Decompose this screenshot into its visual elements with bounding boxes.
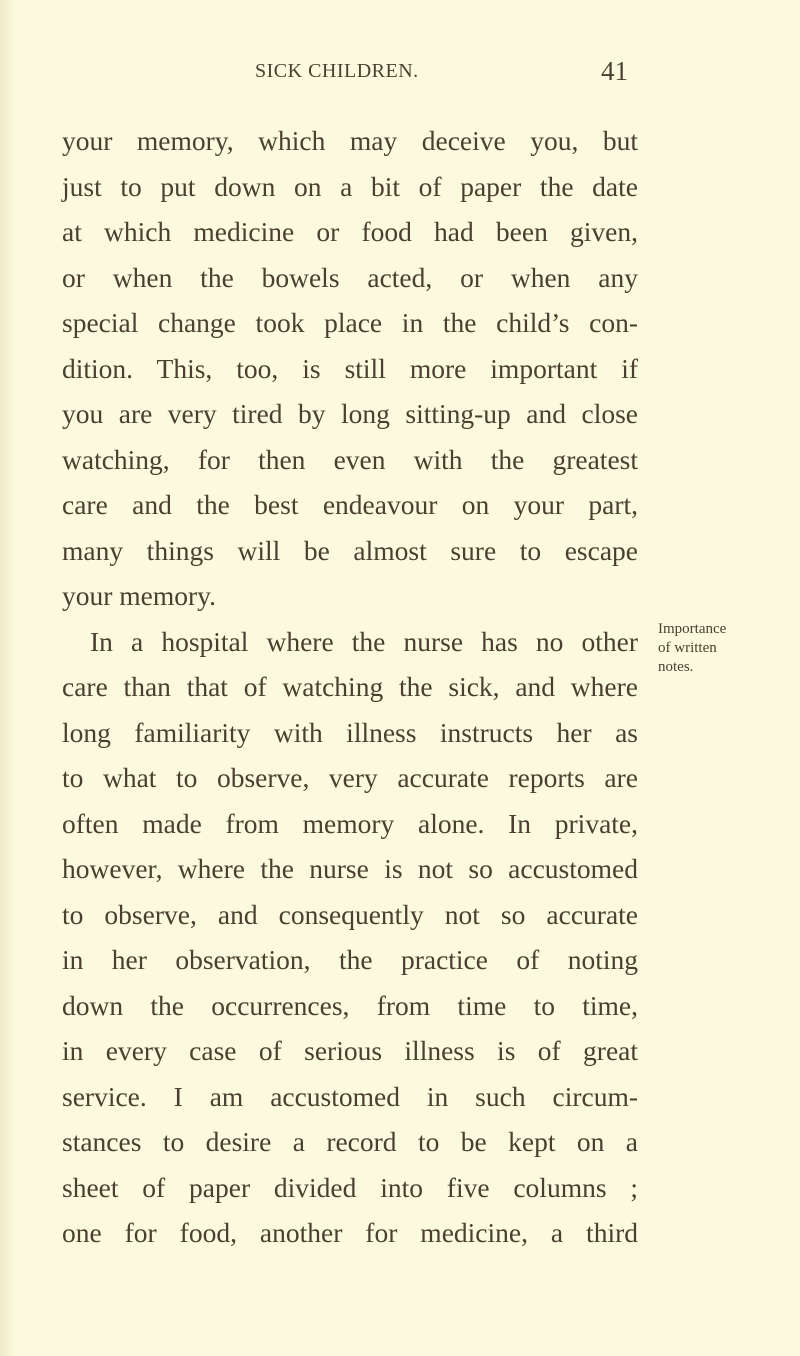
margin-note-line: notes. [658, 659, 694, 675]
text-line: or when the bowels acted, or when any [62, 261, 638, 293]
margin-note [658, 620, 726, 677]
text-line: however, where the nurse is not so accustomed [62, 853, 638, 884]
margin-note-line: of written [658, 640, 717, 656]
page-binding-edge [0, 0, 14, 1356]
page-header [0, 56, 800, 90]
text-line: care than that of watching the sick, and where [62, 671, 638, 702]
text-line: special change took place in the child’s con- [62, 307, 638, 338]
page-number: 41 [601, 56, 628, 86]
text-line: dition. This, too, is still more important if [62, 352, 638, 384]
text-line: many things will be almost sure to escape [62, 534, 638, 566]
text-line: in her observation, the practice of noting [62, 944, 638, 975]
body-text [62, 118, 638, 1256]
text-line: to what to observe, very accurate reports are [62, 762, 638, 793]
text-line: often made from memory alone. In private, [62, 807, 638, 839]
text-line: stances to desire a record to be kept on a [62, 1126, 638, 1157]
text-line: just to put down on a bit of paper the date [62, 170, 638, 202]
text-line: care and the best endeavour on your part, [62, 489, 638, 520]
text-line: you are very tired by long sitting-up and close [62, 398, 638, 429]
text-line: long familiarity with illness instructs her as [62, 716, 638, 748]
margin-note-line: Importance [658, 621, 727, 637]
text-line: at which medicine or food had been given, [62, 216, 638, 247]
text-line: your memory, which may deceive you, but [62, 125, 638, 156]
text-line: In a hospital where the nurse has no other [90, 625, 638, 657]
text-line: to observe, and consequently not so accurate [62, 898, 638, 930]
running-title: SICK CHILDREN. [255, 60, 419, 82]
text-line: in every case of serious illness is of great [62, 1035, 638, 1066]
text-line: watching, for then even with the greatest [62, 443, 638, 475]
text-line: one for food, another for medicine, a third [62, 1217, 638, 1248]
text-line: down the occurrences, from time to time, [62, 989, 638, 1021]
text-line: sheet of paper divided into five columns ; [62, 1171, 638, 1203]
text-line: service. I am accustomed in such circum- [62, 1080, 638, 1112]
text-line: your memory. [62, 580, 217, 611]
